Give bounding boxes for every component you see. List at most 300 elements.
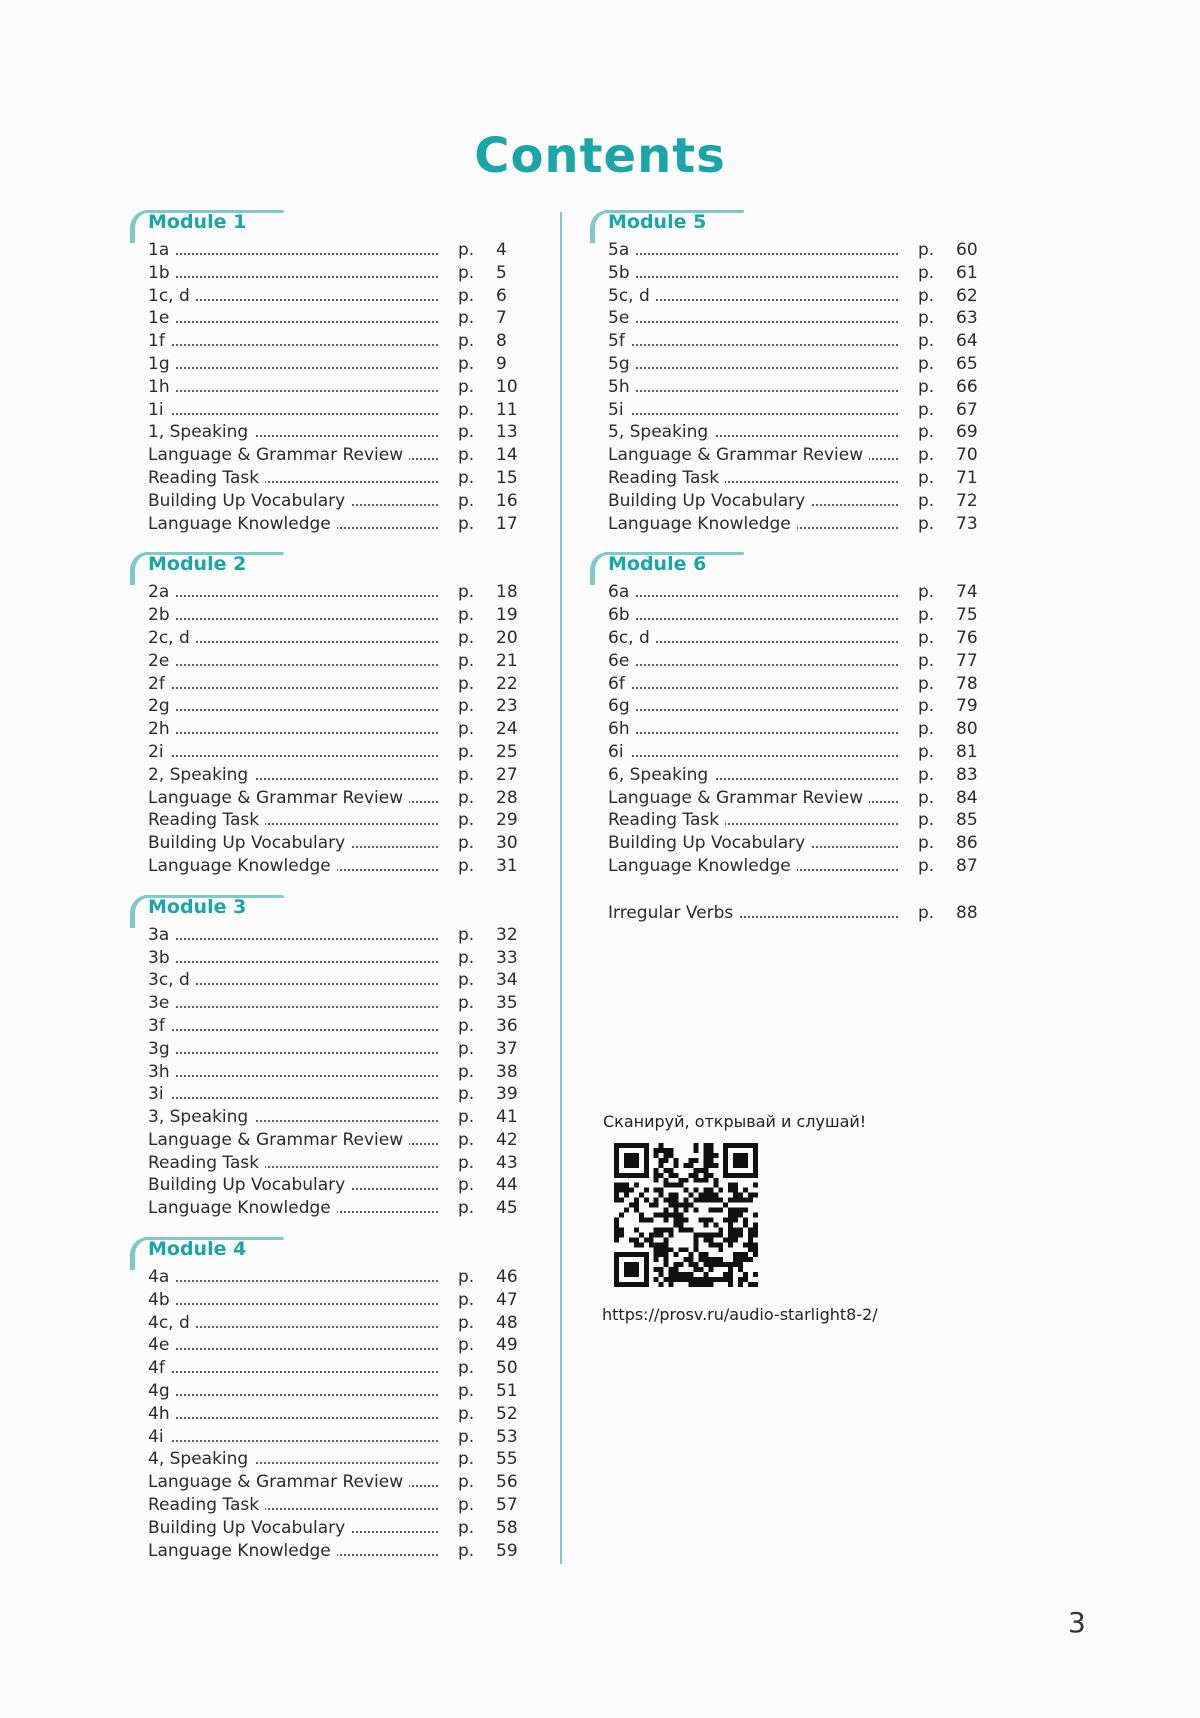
toc-page-number: 5	[496, 262, 507, 283]
toc-entry-title: Irregular Verbs	[608, 903, 739, 923]
toc-entry[interactable]	[130, 832, 550, 855]
toc-entry-title: 5a	[608, 240, 635, 260]
page-abbrev: p.	[458, 855, 475, 876]
toc-entry-wrapper	[608, 695, 636, 718]
toc-entry[interactable]	[130, 490, 550, 513]
toc-entry-title: 5, Speaking	[608, 422, 714, 442]
page-abbrev: p.	[458, 1335, 475, 1356]
toc-page-number: 30	[496, 833, 518, 854]
toc-entry-title: Language Knowledge	[148, 1541, 337, 1561]
toc-entry-title: Language Knowledge	[148, 1198, 337, 1218]
toc-entry-title: 6, Speaking	[608, 765, 714, 785]
toc-entry-title: 4b	[148, 1290, 176, 1310]
leader-dots	[148, 413, 438, 415]
module-section	[590, 547, 1010, 889]
toc-entry-title: 5e	[608, 308, 635, 328]
toc-entry[interactable]	[130, 1083, 550, 1106]
toc-entry-title: 6a	[608, 582, 635, 602]
toc-page-number: 58	[496, 1517, 518, 1538]
toc-entry[interactable]	[130, 924, 550, 947]
toc-entry[interactable]	[130, 444, 550, 467]
toc-entry-wrapper	[148, 262, 176, 285]
toc-page-number: 63	[956, 308, 978, 329]
toc-entry[interactable]	[130, 1517, 550, 1540]
toc-page-number: 59	[496, 1540, 518, 1561]
toc-entry-title: 1b	[148, 263, 176, 283]
page-abbrev: p.	[458, 1152, 475, 1173]
toc-entry[interactable]	[590, 787, 1010, 810]
page-abbrev: p.	[458, 308, 475, 329]
toc-entry[interactable]	[590, 399, 1010, 422]
leader-dots	[608, 732, 898, 734]
page-abbrev: p.	[918, 308, 935, 329]
toc-entry-title: Reading Task	[148, 1495, 265, 1515]
page-abbrev: p.	[918, 582, 935, 603]
page-abbrev: p.	[918, 673, 935, 694]
leader-dots	[148, 961, 438, 963]
toc-entry-title: 1g	[148, 354, 176, 374]
toc-entry-title: 2i	[148, 742, 170, 762]
page-abbrev: p.	[458, 1495, 475, 1516]
toc-entry[interactable]	[590, 285, 1010, 308]
toc-entry[interactable]	[130, 650, 550, 673]
page-abbrev: p.	[918, 833, 935, 854]
toc-entry[interactable]	[130, 376, 550, 399]
leader-dots	[148, 1440, 438, 1442]
toc-page-number: 36	[496, 1015, 518, 1036]
toc-entry[interactable]	[590, 513, 1010, 536]
leader-dots	[608, 709, 898, 711]
page-abbrev: p.	[458, 627, 475, 648]
toc-page-number: 34	[496, 970, 518, 991]
toc-entry-wrapper	[148, 992, 175, 1015]
toc-entry[interactable]	[130, 1471, 550, 1494]
leader-dots	[608, 755, 898, 757]
toc-entry-title: 4a	[148, 1267, 175, 1287]
leader-dots	[148, 1097, 438, 1099]
toc-entry[interactable]	[130, 262, 550, 285]
toc-entry[interactable]	[130, 855, 550, 878]
toc-entry-title: 3h	[148, 1062, 176, 1082]
toc-page-number: 53	[496, 1426, 518, 1447]
toc-page-number: 70	[956, 445, 978, 466]
toc-entry[interactable]	[130, 992, 550, 1015]
audio-url-link[interactable]: https://prosv.ru/audio-starlight8-2/	[602, 1305, 878, 1324]
toc-page-number: 61	[956, 262, 978, 283]
page-abbrev: p.	[918, 902, 935, 923]
toc-entry-wrapper	[608, 627, 656, 650]
page-abbrev: p.	[458, 1472, 475, 1493]
toc-entry[interactable]	[130, 1448, 550, 1471]
toc-entry-wrapper	[148, 513, 337, 536]
page-abbrev: p.	[458, 696, 475, 717]
page-abbrev: p.	[458, 285, 475, 306]
toc-entry[interactable]	[130, 627, 550, 650]
toc-page-number: 50	[496, 1358, 518, 1379]
toc-entry[interactable]	[590, 330, 1010, 353]
leader-dots	[608, 664, 898, 666]
page-abbrev: p.	[918, 445, 935, 466]
toc-page-number: 41	[496, 1107, 518, 1128]
toc-entry[interactable]	[130, 1152, 550, 1175]
toc-entry-title: 6g	[608, 696, 636, 716]
page-abbrev: p.	[458, 810, 475, 831]
module-section	[130, 205, 550, 547]
leader-dots	[148, 1371, 438, 1373]
toc-entry-wrapper	[608, 353, 636, 376]
toc-entry-wrapper	[608, 787, 869, 810]
toc-page-number: 88	[956, 902, 978, 923]
toc-entry[interactable]	[130, 330, 550, 353]
toc-entry-title: 2g	[148, 696, 176, 716]
toc-entry-wrapper	[608, 741, 630, 764]
leader-dots	[608, 321, 898, 323]
toc-entry-title: Building Up Vocabulary	[608, 491, 811, 511]
module-gap	[590, 878, 1010, 890]
toc-entry[interactable]	[590, 718, 1010, 741]
toc-entry-title: Building Up Vocabulary	[148, 833, 351, 853]
toc-entry[interactable]	[130, 695, 550, 718]
toc-entry-title: 3g	[148, 1039, 176, 1059]
toc-entry-wrapper	[148, 490, 351, 513]
toc-entry[interactable]	[130, 1334, 550, 1357]
toc-entry-wrapper	[148, 741, 170, 764]
page-abbrev: p.	[458, 764, 475, 785]
toc-entry-wrapper	[148, 809, 265, 832]
toc-entry[interactable]	[590, 764, 1010, 787]
toc-entry[interactable]	[590, 673, 1010, 696]
toc-page-number: 19	[496, 605, 518, 626]
toc-entry[interactable]	[130, 1061, 550, 1084]
page-abbrev: p.	[458, 993, 475, 1014]
toc-entry-title: 1c, d	[148, 286, 196, 306]
page-abbrev: p.	[918, 810, 935, 831]
page-abbrev: p.	[918, 376, 935, 397]
page-abbrev: p.	[458, 1358, 475, 1379]
leader-dots	[148, 755, 438, 757]
page-abbrev: p.	[458, 262, 475, 283]
toc-entry-wrapper	[148, 1334, 175, 1357]
toc-entry-title: Building Up Vocabulary	[608, 833, 811, 853]
toc-entry-wrapper	[148, 467, 265, 490]
toc-entry[interactable]	[590, 353, 1010, 376]
toc-entry-wrapper	[148, 1174, 351, 1197]
toc-entry-title: 3a	[148, 925, 175, 945]
toc-page-number: 35	[496, 993, 518, 1014]
toc-entry-wrapper	[148, 1517, 351, 1540]
toc-page-number: 74	[956, 582, 978, 603]
toc-entry-wrapper	[608, 307, 635, 330]
toc-entry-wrapper	[148, 855, 337, 878]
toc-page-number: 85	[956, 810, 978, 831]
toc-entry[interactable]	[130, 809, 550, 832]
toc-entry-title: 4g	[148, 1381, 176, 1401]
toc-entry-wrapper	[148, 1471, 409, 1494]
toc-entry[interactable]	[590, 604, 1010, 627]
leader-dots	[608, 276, 898, 278]
toc-entry-wrapper	[148, 1312, 196, 1335]
toc-entry[interactable]	[130, 239, 550, 262]
toc-entry[interactable]	[130, 399, 550, 422]
toc-entry[interactable]	[590, 627, 1010, 650]
toc-page-number: 20	[496, 627, 518, 648]
toc-entry[interactable]	[590, 421, 1010, 444]
page-abbrev: p.	[458, 399, 475, 420]
toc-entry[interactable]	[130, 1129, 550, 1152]
toc-entry[interactable]	[590, 650, 1010, 673]
toc-entry-title: Reading Task	[148, 1153, 265, 1173]
toc-entry-title: 1h	[148, 377, 176, 397]
toc-entry[interactable]	[130, 1312, 550, 1335]
toc-entry-wrapper	[148, 604, 176, 627]
toc-entry[interactable]	[590, 832, 1010, 855]
page-abbrev: p.	[918, 719, 935, 740]
toc-entry-title: 5g	[608, 354, 636, 374]
toc-page-number: 86	[956, 833, 978, 854]
toc-entry[interactable]	[130, 673, 550, 696]
page-abbrev: p.	[458, 467, 475, 488]
toc-page-number: 51	[496, 1381, 518, 1402]
qr-code-icon[interactable]	[614, 1143, 758, 1287]
leader-dots	[148, 595, 438, 597]
toc-entry-wrapper	[608, 650, 635, 673]
page-abbrev: p.	[918, 513, 935, 534]
page-abbrev: p.	[458, 673, 475, 694]
toc-entry[interactable]	[130, 947, 550, 970]
toc-entry[interactable]	[590, 902, 1010, 925]
toc-page-number: 76	[956, 627, 978, 648]
toc-entry-title: 1, Speaking	[148, 422, 254, 442]
toc-entry[interactable]	[130, 467, 550, 490]
toc-entry-wrapper	[608, 239, 635, 262]
module-header	[130, 205, 550, 239]
toc-entry[interactable]	[590, 695, 1010, 718]
leader-dots	[148, 1348, 438, 1350]
toc-entry[interactable]	[130, 969, 550, 992]
leader-dots	[608, 595, 898, 597]
leader-dots	[148, 276, 438, 278]
toc-entry[interactable]	[130, 1174, 550, 1197]
toc-entry-title: Reading Task	[608, 468, 725, 488]
page-abbrev: p.	[918, 262, 935, 283]
module-header	[130, 547, 550, 581]
module-title: Module 1	[148, 211, 247, 233]
toc-entry[interactable]	[130, 307, 550, 330]
module-title: Module 2	[148, 553, 247, 576]
toc-entry-wrapper	[608, 399, 630, 422]
toc-page-number: 66	[956, 376, 978, 397]
toc-entry-title: 1i	[148, 400, 170, 420]
toc-entry-title: 2a	[148, 582, 175, 602]
page-abbrev: p.	[458, 1175, 475, 1196]
toc-entry[interactable]	[130, 1038, 550, 1061]
page-abbrev: p.	[458, 605, 475, 626]
toc-entry-title: Building Up Vocabulary	[148, 1175, 351, 1195]
toc-entry-title: 2c, d	[148, 628, 196, 648]
toc-page-number: 32	[496, 924, 518, 945]
toc-page-number: 67	[956, 399, 978, 420]
toc-entry[interactable]	[130, 513, 550, 536]
toc-entry[interactable]	[130, 787, 550, 810]
toc-entry-title: 3e	[148, 993, 175, 1013]
toc-entry-wrapper	[148, 1197, 337, 1220]
toc-entry-wrapper	[608, 902, 739, 925]
toc-entry[interactable]	[130, 1015, 550, 1038]
toc-page-number: 60	[956, 240, 978, 260]
toc-entry-title: 5c, d	[608, 286, 656, 306]
toc-entry-wrapper	[608, 285, 656, 308]
toc-entry[interactable]	[130, 285, 550, 308]
toc-page-number: 57	[496, 1495, 518, 1516]
toc-entry[interactable]	[130, 1380, 550, 1403]
toc-page-number: 72	[956, 490, 978, 511]
page-abbrev: p.	[918, 490, 935, 511]
toc-entry-wrapper	[608, 421, 714, 444]
toc-entry-title: Language & Grammar Review	[148, 1472, 409, 1492]
toc-page-number: 24	[496, 719, 518, 740]
toc-entry-wrapper	[148, 1015, 171, 1038]
page-abbrev: p.	[458, 353, 475, 374]
toc-entry-title: Language & Grammar Review	[148, 788, 409, 808]
toc-entry[interactable]	[130, 353, 550, 376]
toc-entry-title: 2b	[148, 605, 176, 625]
toc-entry[interactable]	[590, 467, 1010, 490]
toc-entry[interactable]	[590, 239, 1010, 262]
page-abbrev: p.	[458, 1061, 475, 1082]
toc-page-number: 33	[496, 947, 518, 968]
toc-entry[interactable]	[590, 307, 1010, 330]
toc-entry[interactable]	[130, 1403, 550, 1426]
page-abbrev: p.	[918, 764, 935, 785]
toc-entry-wrapper	[148, 1061, 176, 1084]
toc-entry-wrapper	[148, 285, 196, 308]
page-abbrev: p.	[918, 787, 935, 808]
page-abbrev: p.	[458, 445, 475, 466]
toc-entry-title: 2h	[148, 719, 176, 739]
toc-entry-title: Language & Grammar Review	[148, 1130, 409, 1150]
toc-entry-wrapper	[148, 1106, 254, 1129]
toc-page-number: 15	[496, 467, 518, 488]
toc-entry-wrapper	[608, 604, 636, 627]
toc-entry[interactable]	[590, 262, 1010, 285]
toc-entry-wrapper	[148, 764, 254, 787]
toc-page-number: 78	[956, 673, 978, 694]
toc-entry[interactable]	[590, 809, 1010, 832]
toc-entry-title: 4c, d	[148, 1313, 196, 1333]
toc-entry-title: 4e	[148, 1335, 175, 1355]
toc-entry[interactable]	[130, 1357, 550, 1380]
toc-entry[interactable]	[130, 1106, 550, 1129]
page-abbrev: p.	[458, 1312, 475, 1333]
toc-entry-wrapper	[148, 1426, 170, 1449]
toc-entry[interactable]	[590, 741, 1010, 764]
toc-entry-title: Reading Task	[148, 468, 265, 488]
toc-entry[interactable]	[590, 376, 1010, 399]
leader-dots	[608, 344, 898, 346]
toc-entry[interactable]	[130, 421, 550, 444]
toc-entry[interactable]	[130, 718, 550, 741]
toc-entry[interactable]	[590, 444, 1010, 467]
toc-entry-title: Language Knowledge	[148, 856, 337, 876]
toc-page-number: 47	[496, 1289, 518, 1310]
toc-entry[interactable]	[130, 1540, 550, 1563]
page-abbrev: p.	[918, 855, 935, 876]
toc-page-number: 25	[496, 741, 518, 762]
module-gap	[130, 1220, 550, 1232]
toc-entry-wrapper	[148, 673, 171, 696]
toc-entry[interactable]	[130, 1289, 550, 1312]
toc-page-number: 38	[496, 1061, 518, 1082]
module-header	[130, 1232, 550, 1266]
toc-entry[interactable]	[130, 1494, 550, 1517]
toc-entry[interactable]	[130, 581, 550, 604]
toc-page-number: 62	[956, 285, 978, 306]
toc-entry-wrapper	[148, 1266, 175, 1289]
toc-entry[interactable]	[590, 581, 1010, 604]
page-abbrev: p.	[918, 353, 935, 374]
toc-entry-wrapper	[148, 1038, 176, 1061]
toc-entry[interactable]	[130, 604, 550, 627]
leader-dots	[148, 1394, 438, 1396]
leader-dots	[148, 1029, 438, 1031]
leader-dots	[148, 732, 438, 734]
page-abbrev: p.	[918, 650, 935, 671]
toc-entry-wrapper	[148, 1152, 265, 1175]
toc-page-number: 7	[496, 308, 507, 329]
toc-entry-title: 6i	[608, 742, 630, 762]
contents-left-column	[130, 205, 550, 1562]
toc-page-number: 28	[496, 787, 518, 808]
toc-page-number: 77	[956, 650, 978, 671]
toc-entry[interactable]	[590, 855, 1010, 878]
toc-entry-title: 5f	[608, 331, 631, 351]
toc-entry[interactable]	[590, 490, 1010, 513]
toc-page-number: 46	[496, 1267, 518, 1288]
page-abbrev: p.	[458, 422, 475, 443]
toc-entry-wrapper	[608, 467, 725, 490]
toc-entry-title: 1e	[148, 308, 175, 328]
toc-entry-title: Language & Grammar Review	[608, 788, 869, 808]
module-gap	[590, 535, 1010, 547]
page-abbrev: p.	[458, 1540, 475, 1561]
page-abbrev: p.	[458, 331, 475, 352]
toc-page-number: 10	[496, 376, 518, 397]
toc-page-number: 37	[496, 1038, 518, 1059]
page-title: Contents	[474, 128, 726, 184]
toc-entry[interactable]	[130, 1266, 550, 1289]
toc-entry-title: 4, Speaking	[148, 1449, 254, 1469]
toc-entry[interactable]	[130, 764, 550, 787]
toc-entry[interactable]	[130, 1197, 550, 1220]
page-abbrev: p.	[918, 240, 935, 260]
toc-page-number: 31	[496, 855, 518, 876]
toc-page-number: 52	[496, 1403, 518, 1424]
page-number: 3	[1068, 1606, 1086, 1639]
page-abbrev: p.	[918, 399, 935, 420]
leader-dots	[608, 367, 898, 369]
toc-entry[interactable]	[130, 741, 550, 764]
toc-entry[interactable]	[130, 1426, 550, 1449]
toc-entry-wrapper	[608, 832, 811, 855]
toc-page-number: 14	[496, 445, 518, 466]
toc-entry-title: Language Knowledge	[608, 514, 797, 534]
toc-entry-wrapper	[148, 924, 175, 947]
page-abbrev: p.	[918, 627, 935, 648]
leader-dots	[148, 1006, 438, 1008]
toc-entry-wrapper	[608, 718, 636, 741]
toc-page-number: 80	[956, 719, 978, 740]
toc-page-number: 49	[496, 1335, 518, 1356]
